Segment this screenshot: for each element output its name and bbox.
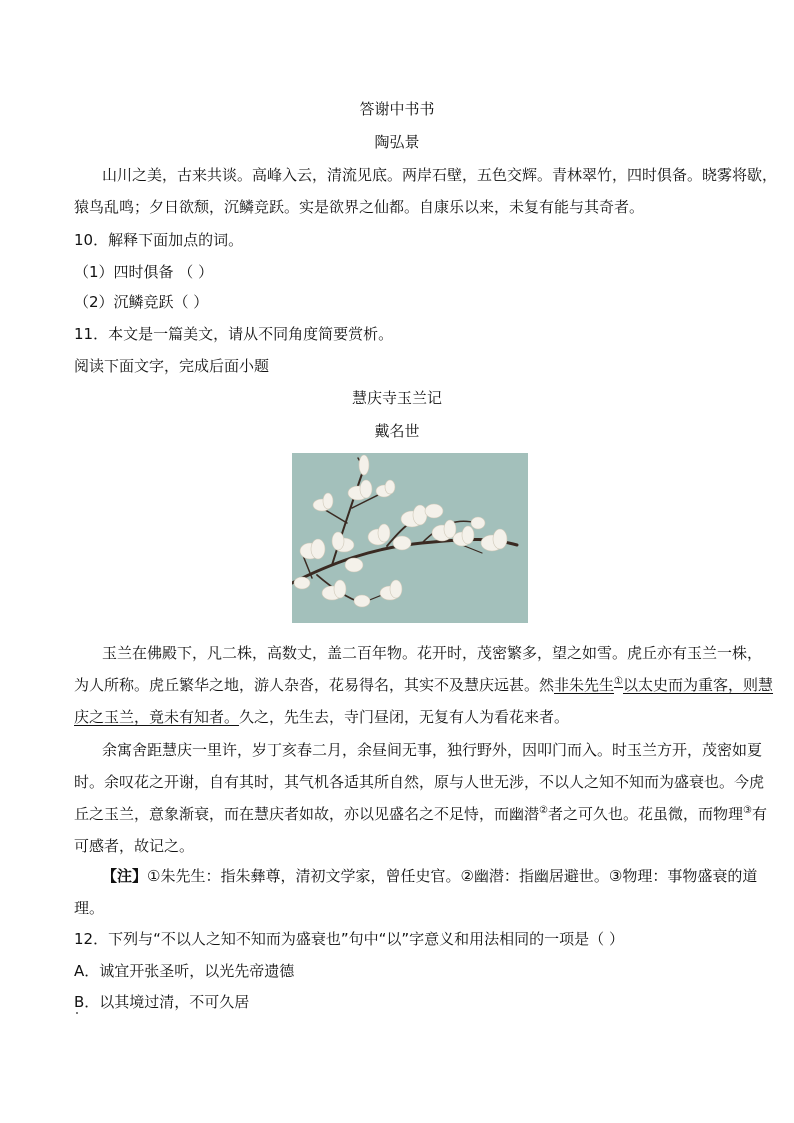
poem-title: 答谢中书书 xyxy=(359,100,435,118)
essay-p1-line xyxy=(74,707,569,727)
stray-mark xyxy=(76,1012,78,1014)
footnote-marker-2: ② xyxy=(539,805,548,816)
essay-text: 者之可久也。花虽微，而物理 xyxy=(547,805,743,823)
essay-p2-line: 余寓舍距慧庆一里许，岁丁亥春二月，余昼间无事，独行野外，因叩门而入。时玉兰方开，茂密如夏 xyxy=(102,741,763,759)
note-text: ①朱先生：指朱彝尊，清初文学家，曾任史官。②幽潜：指幽居避世。③物理：事物盛衰的道 xyxy=(147,867,758,885)
essay-text: 久之，先生去，寺门昼闭，无复有人为看花来者。 xyxy=(239,708,570,726)
question-11-stem: 11．本文是一篇美文，请从不同角度简要赏析。 xyxy=(74,325,394,343)
note-line xyxy=(102,866,757,886)
poem-body-line: 山川之美，古来共谈。高峰入云，清流见底。两岸石壁，五色交辉。青林翠竹，四时俱备。晓雾将歇， xyxy=(102,166,778,184)
essay-text: 丘之玉兰，意象渐衰，而在慧庆者如故，亦以见盛名之不足恃，而幽潜 xyxy=(74,805,540,823)
underlined-text: 庆之玉兰，竟未有知者。 xyxy=(74,708,240,726)
essay-title: 慧庆寺玉兰记 xyxy=(351,389,442,407)
essay-p1-line xyxy=(74,675,773,695)
poem-author: 陶弘景 xyxy=(374,133,420,151)
footnote-marker-3: ③ xyxy=(743,805,752,816)
essay-p2-line xyxy=(74,804,767,824)
question-10-sub2: （2）沉鳞竞跃（ ） xyxy=(74,293,209,311)
magnolia-image xyxy=(292,453,528,623)
essay-text: 为人所称。虎丘繁华之地，游人杂沓，花易得名，其实不及慧庆远甚。然 xyxy=(74,676,555,694)
underlined-text: 非朱先生 xyxy=(554,676,615,694)
note-line: 理。 xyxy=(74,899,105,917)
essay-p2-line: 时。余叹花之开谢，自有其时，其气机各适其所自然，原与人世无涉，不以人之知不知而为盛衰也。今虎 xyxy=(74,773,765,791)
essay-p2-line: 可感者，故记之。 xyxy=(74,837,195,855)
question-12-option-a: A．诚宜开张圣听，以光先帝遗德 xyxy=(74,962,295,980)
poem-body-line: 猿鸟乱鸣；夕日欲颓，沉鳞竞跃。实是欲界之仙都。自康乐以来，未复有能与其奇者。 xyxy=(74,198,645,216)
question-12-option-b: B．以其境过清，不可久居 xyxy=(74,993,250,1011)
question-10-sub1: （1）四时俱备 （ ） xyxy=(74,263,214,281)
reading-instruction: 阅读下面文字，完成后面小题 xyxy=(74,357,270,375)
footnote-marker-1: ① xyxy=(614,676,623,687)
question-10-stem: 10．解释下面加点的词。 xyxy=(74,231,244,249)
essay-author: 戴名世 xyxy=(374,422,420,440)
magnolia-illustration xyxy=(292,453,528,623)
underlined-text: 以太史而为重客，则慧 xyxy=(623,676,774,694)
essay-text: 有 xyxy=(751,805,767,823)
essay-p1-line: 玉兰在佛殿下，凡二株，高数丈，盖二百年物。花开时，茂密繁多，望之如雪。虎丘亦有玉兰一株， xyxy=(102,644,763,662)
note-label: 【注】 xyxy=(102,867,148,885)
question-12-stem: 12．下列与“不以人之知不知而为盛衰也”句中“以”字意义和用法相同的一项是（ ） xyxy=(74,930,624,948)
